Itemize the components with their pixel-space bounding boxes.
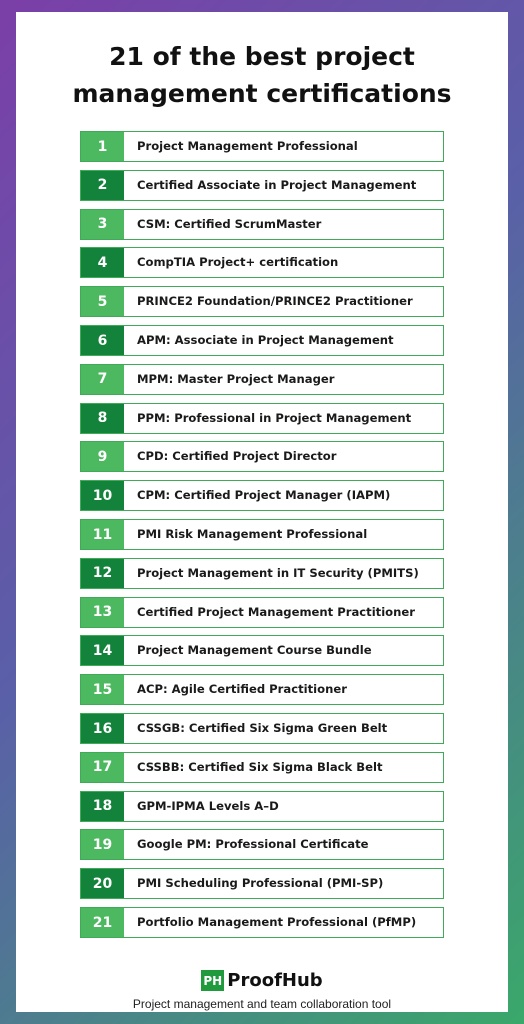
item-label: CSSBB: Certified Six Sigma Black Belt xyxy=(137,759,383,774)
item-label: Portfolio Management Professional (PfMP) xyxy=(137,915,417,929)
item-label: CSSGB: Certified Six Sigma Green Belt xyxy=(137,721,388,735)
item-number-badge: 18 xyxy=(81,792,124,821)
item-label: Google PM: Professional Certificate xyxy=(137,837,369,852)
item-label: MPM: Master Project Manager xyxy=(137,371,335,386)
item-label: APM: Associate in Project Management xyxy=(137,333,394,347)
list-item xyxy=(80,286,444,317)
item-label: GPM-IPMA Levels A–D xyxy=(137,798,279,813)
list-item xyxy=(80,791,444,822)
item-number-badge: 11 xyxy=(81,520,124,549)
item-label: ACP: Agile Certified Practitioner xyxy=(137,682,347,697)
title-line-2: management certifications xyxy=(72,79,452,108)
brand-logo xyxy=(16,970,508,991)
item-number-badge: 21 xyxy=(81,908,124,937)
title-line-1: 21 of the best project xyxy=(109,42,415,71)
item-label: Project Management Course Bundle xyxy=(137,643,372,658)
item-number-badge: 10 xyxy=(81,481,124,510)
item-label: CompTIA Project+ certification xyxy=(137,255,339,270)
item-number-badge: 13 xyxy=(81,598,124,627)
item-label: PRINCE2 Foundation/PRINCE2 Practitioner xyxy=(137,294,413,309)
item-number-badge: 7 xyxy=(81,365,124,394)
item-number-badge: 6 xyxy=(81,326,124,355)
item-number-badge: 3 xyxy=(81,210,124,239)
list-item xyxy=(80,209,444,240)
list-item xyxy=(80,364,444,395)
item-number-badge: 4 xyxy=(81,248,124,277)
item-label: Certified Associate in Project Management xyxy=(137,177,417,192)
list-item xyxy=(80,403,444,434)
item-label: PMI Risk Management Professional xyxy=(137,527,368,541)
list-item xyxy=(80,829,444,860)
list-item xyxy=(80,247,444,278)
item-number-badge: 16 xyxy=(81,714,124,743)
list-item xyxy=(80,325,444,356)
item-number-badge: 14 xyxy=(81,636,124,665)
proofhub-logo-icon: PH xyxy=(201,970,224,991)
item-number-badge: 19 xyxy=(81,830,124,859)
item-label: PMI Scheduling Professional (PMI-SP) xyxy=(137,876,384,891)
list-item xyxy=(80,558,444,589)
item-number-badge: 12 xyxy=(81,559,124,588)
list-item xyxy=(80,752,444,783)
infographic-card xyxy=(16,12,508,1012)
page-title xyxy=(16,38,508,112)
list-item xyxy=(80,907,444,938)
list-item xyxy=(80,519,444,550)
item-number-badge: 8 xyxy=(81,404,124,433)
item-label: CPM: Certified Project Manager (IAPM) xyxy=(137,488,391,503)
list-item xyxy=(80,868,444,899)
item-number-badge: 2 xyxy=(81,171,124,200)
item-number-badge: 1 xyxy=(81,132,124,161)
list-item xyxy=(80,441,444,472)
item-label: Certified Project Management Practitioner xyxy=(137,604,415,619)
list-item xyxy=(80,713,444,744)
item-label: CSM: Certified ScrumMaster xyxy=(137,216,322,231)
item-label: PPM: Professional in Project Management xyxy=(137,410,412,425)
list-item xyxy=(80,170,444,201)
list-item xyxy=(80,635,444,666)
item-number-badge: 15 xyxy=(81,675,124,704)
brand-tagline: Project management and team collaboration tool xyxy=(132,997,392,1011)
item-label: Project Management Professional xyxy=(137,139,358,153)
item-label: CPD: Certified Project Director xyxy=(137,449,337,464)
item-number-badge: 17 xyxy=(81,753,124,782)
item-number-badge: 5 xyxy=(81,287,124,316)
brand-name: ProofHub xyxy=(227,970,323,991)
list-item xyxy=(80,131,444,162)
item-number-badge: 9 xyxy=(81,442,124,471)
list-item xyxy=(80,674,444,705)
list-item xyxy=(80,480,444,511)
item-number-badge: 20 xyxy=(81,869,124,898)
list-item xyxy=(80,597,444,628)
item-label: Project Management in IT Security (PMITS) xyxy=(137,565,419,580)
